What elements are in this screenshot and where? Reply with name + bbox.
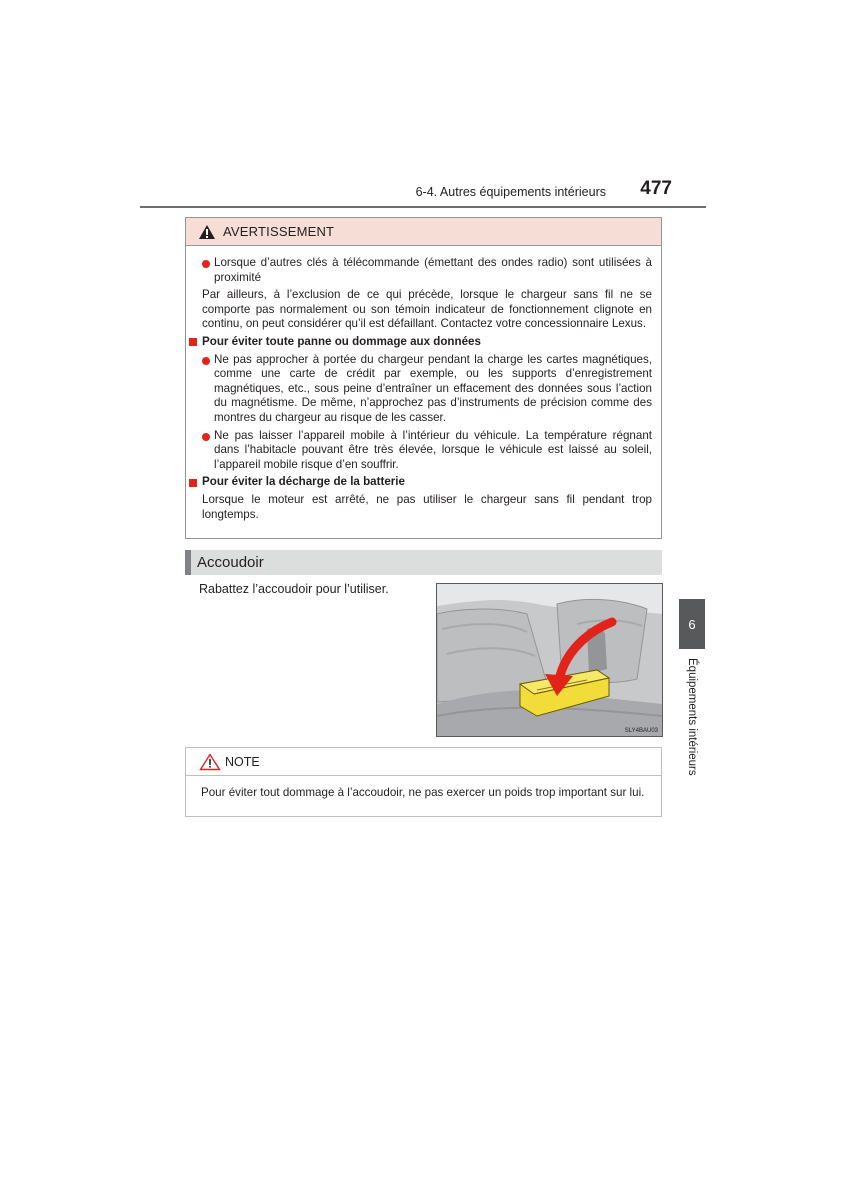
- note-text: Pour éviter tout dommage à l’accoudoir, ne pas exercer un poids trop important sur lui.: [201, 786, 645, 799]
- armrest-instruction: Rabattez l’accoudoir pour l’utiliser.: [199, 582, 389, 596]
- chapter-label-wrapper: [680, 658, 704, 788]
- red-square-marker: [189, 479, 197, 487]
- warning-heading-data: [189, 335, 652, 350]
- warning-bullet-radio-keys: Lorsque d’autres clés à télécommande (émettant des ondes radio) sont utilisées à proximité: [202, 256, 652, 285]
- header-section-title: 6-4. Autres équipements intérieurs: [415, 185, 606, 199]
- warning-bullet-mobile-device: Ne pas laisser l’appareil mobile à l’intérieur du véhicule. La température régnant dans l’habitacle pouvant être très élevée, lorsque le véhicule est laissé au soleil, l’appareil mobile risque d’en souffrir.: [202, 429, 652, 473]
- armrest-illustration: [436, 583, 663, 737]
- page-number: 477: [640, 178, 672, 199]
- warning-heading-battery-text: Pour éviter la décharge de la batterie: [202, 475, 405, 489]
- red-square-marker: [189, 338, 197, 346]
- warning-heading-battery: [189, 475, 652, 490]
- note-header: [186, 748, 661, 776]
- caution-triangle-icon: [199, 753, 221, 771]
- figure-code: SLY4BAU03: [624, 728, 658, 734]
- warning-title: AVERTISSEMENT: [223, 224, 335, 239]
- rear-seat-armrest-drawing: [437, 584, 662, 736]
- note-box: [185, 747, 662, 817]
- chapter-tab: [679, 599, 705, 649]
- warning-bullet-magnetic-cards: Ne pas approcher à portée du chargeur pendant la charge les cartes magnétiques, comme une carte de crédit par exemple, ou les supports d’enregistrement magnétiques, etc., sous peine d’entraîner un effacement des données sous l’action du magnétisme. De même, n’approchez pas d’instruments de précision comme des montres du chargeur au risque de les casser.: [202, 353, 652, 426]
- chapter-number: 6: [688, 616, 696, 632]
- warning-body: [186, 246, 661, 522]
- header-divider: [140, 206, 706, 208]
- warning-box: [185, 217, 662, 539]
- warning-paragraph-battery: Lorsque le moteur est arrêté, ne pas utiliser le chargeur sans fil pendant trop longtemps.: [202, 492, 652, 521]
- warning-paragraph-malfunction: Par ailleurs, à l’exclusion de ce qui précède, lorsque le chargeur sans fil ne se comporte pas normalement ou son témoin indicateur de fonctionnement clignote en continu, on peut considérer qu’il est défaillant. Contactez votre concessionnaire Lexus.: [202, 288, 652, 331]
- section-header-accoudoir: [185, 550, 662, 575]
- warning-header: [186, 218, 661, 246]
- section-title: Accoudoir: [197, 554, 264, 571]
- warning-heading-data-text: Pour éviter toute panne ou dommage aux données: [202, 334, 481, 348]
- chapter-label: Équipements intérieurs: [686, 658, 698, 776]
- note-title: NOTE: [225, 754, 260, 769]
- warning-triangle-icon: [198, 224, 216, 240]
